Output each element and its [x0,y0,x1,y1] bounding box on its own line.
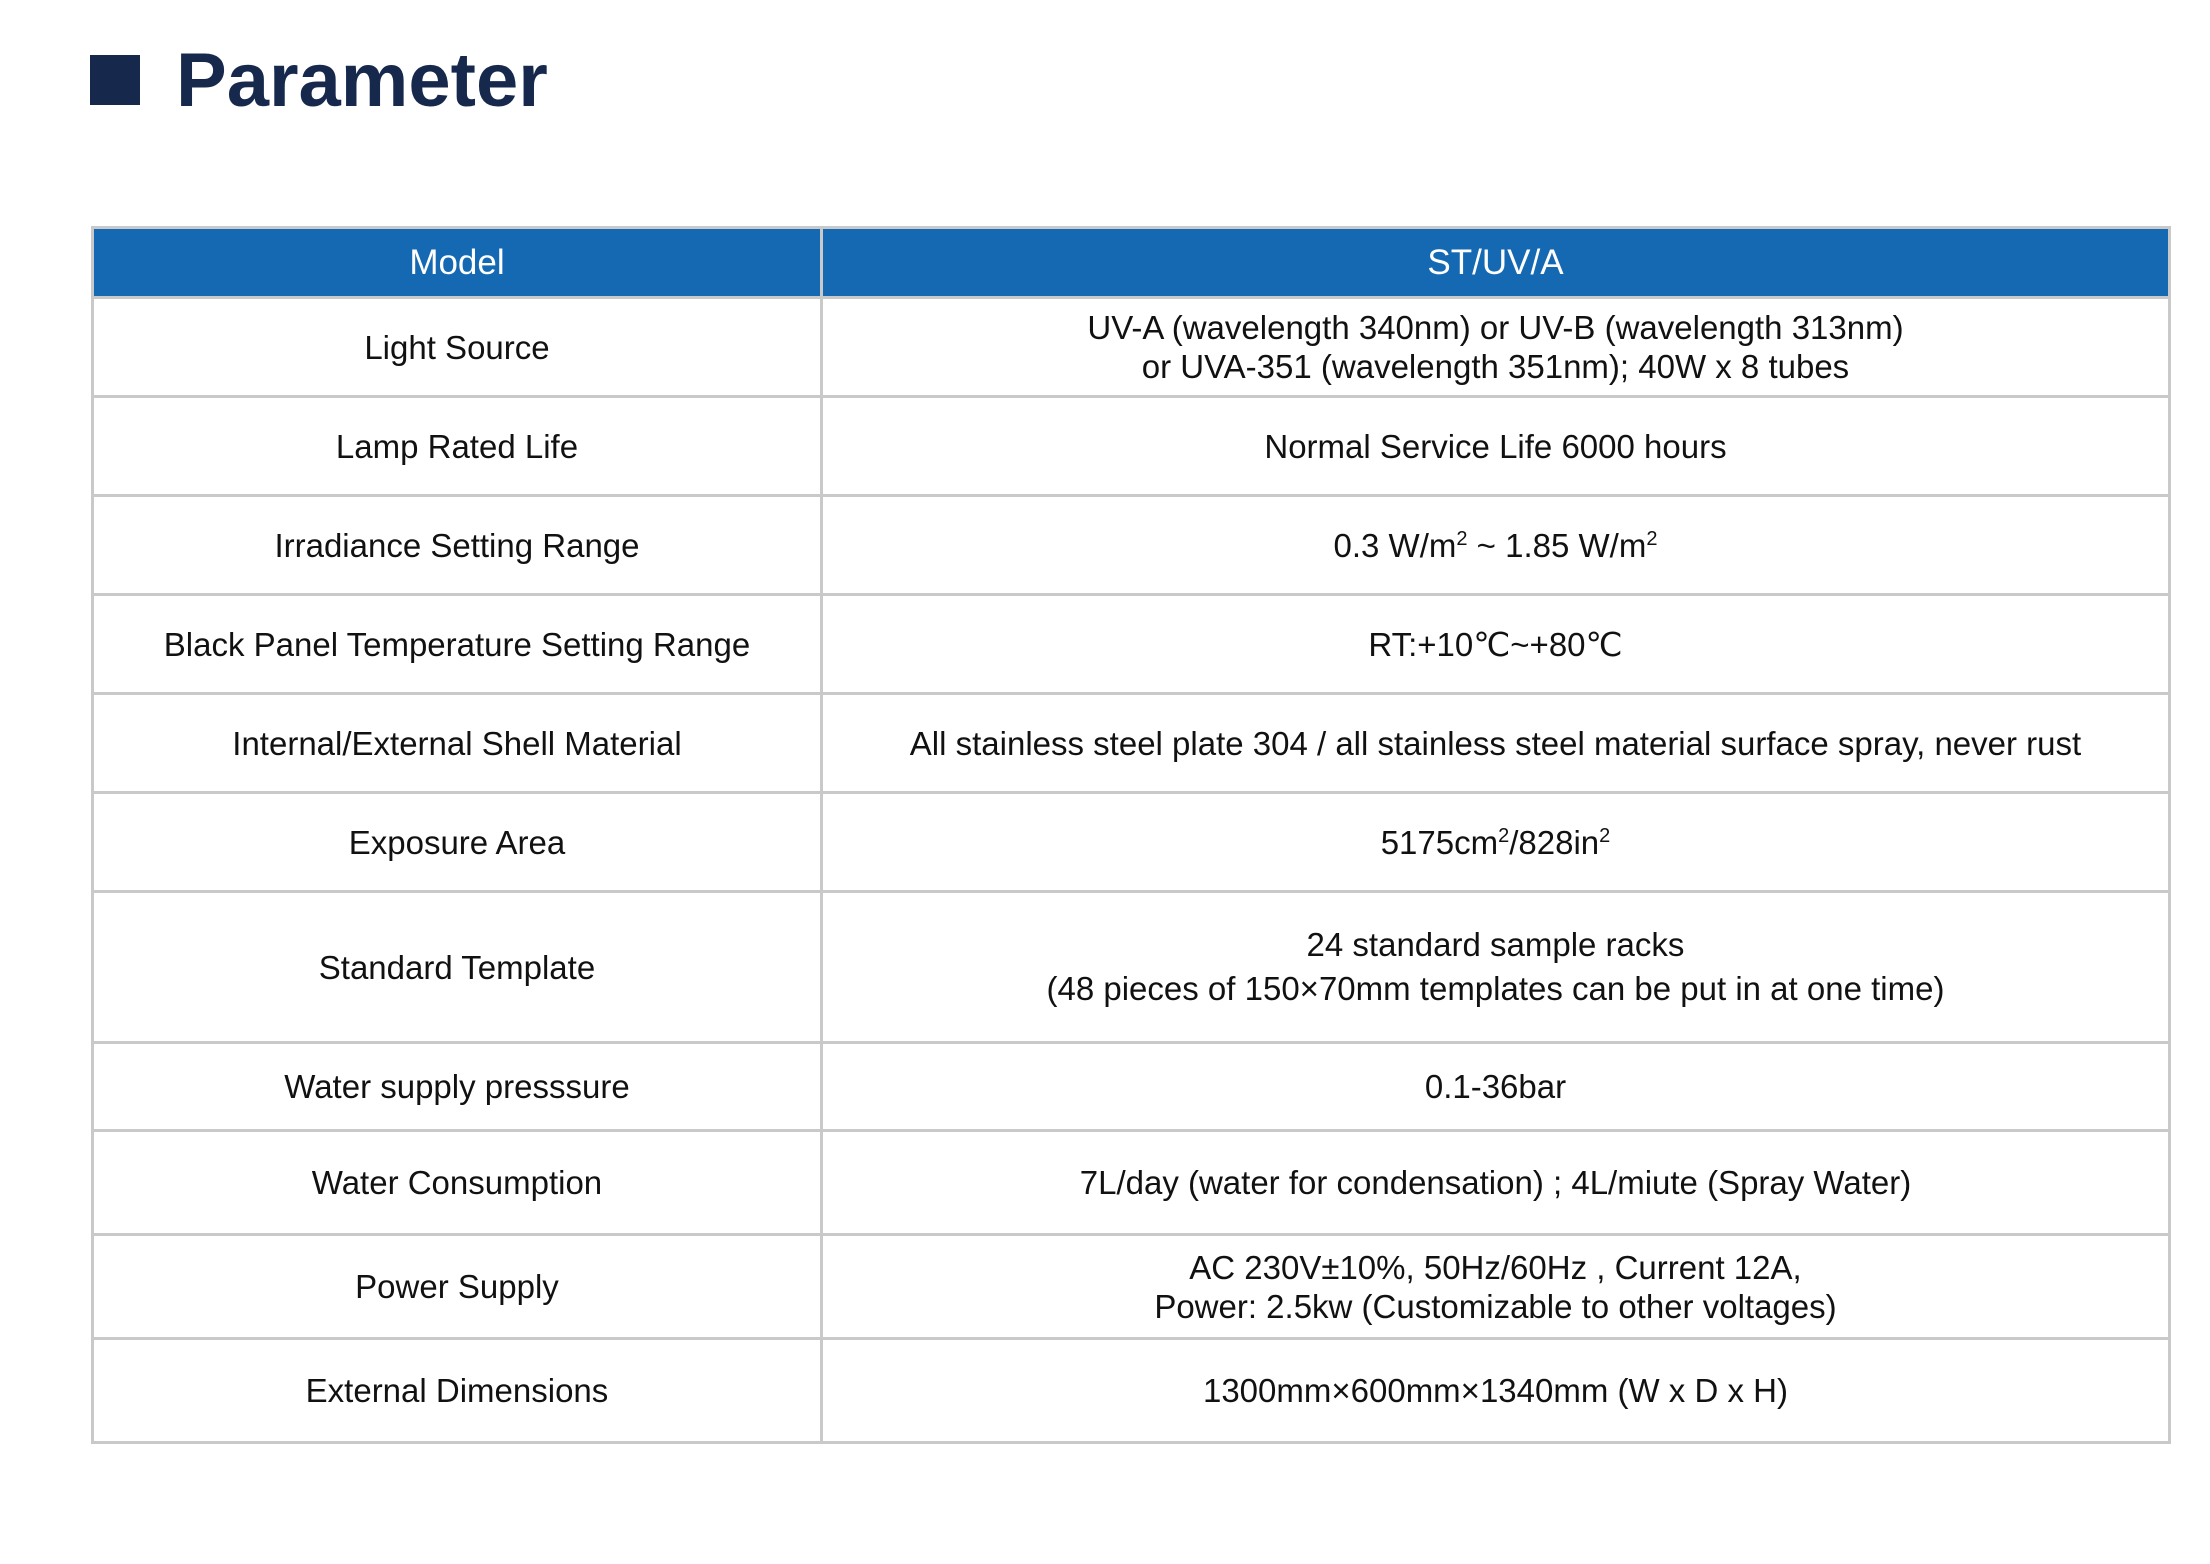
parameter-table [91,226,2171,1444]
value-part: 5175cm [1380,823,1499,861]
row-value-line: 7L/day (water for condensation) ; 4L/miute (Spray Water) [1079,1164,1912,1201]
row-label: Lamp Rated Life [93,397,822,496]
row-value [821,1339,2169,1443]
row-value [821,1235,2169,1339]
row-value-line: AC 230V±10%, 50Hz/60Hz , Current 12A, [1189,1248,1802,1286]
row-value-line: (48 pieces of 150×70mm templates can be put in at one time) [1046,970,1945,1007]
row-value [821,298,2169,397]
row-value [821,397,2169,496]
value-part: ~ 1.85 W/m [1467,526,1647,564]
page-header [90,30,548,130]
table-row [93,694,2170,793]
row-value-line: Power: 2.5kw (Customizable to other voltages) [1154,1287,1837,1325]
row-value [821,1131,2169,1235]
row-label: External Dimensions [93,1339,822,1443]
header-model-label: Model [93,228,822,298]
row-value-line: RT:+10℃~+80℃ [1368,625,1623,663]
row-value-line: Normal Service Life 6000 hours [1264,427,1727,465]
page-title: Parameter [176,37,548,123]
row-value-line: UV-A (wavelength 340nm) or UV-B (wavelength 313nm) [1087,309,1904,346]
row-label: Standard Template [93,892,822,1043]
table-row [93,1235,2170,1339]
row-label: Exposure Area [93,793,822,892]
value-part: /828in [1509,823,1600,861]
table-row [93,595,2170,694]
row-value-line: All stainless steel plate 304 / all stainless steel material surface spray, never rust [909,724,2082,762]
row-label: Irradiance Setting Range [93,496,822,595]
header-model-value: ST/UV/A [821,228,2169,298]
row-value-line: 0.1-36bar [1424,1068,1567,1105]
table-row [93,1131,2170,1235]
value-sup: 2 [1498,824,1510,847]
value-sup: 2 [1599,824,1611,847]
value-part: 0.3 W/m [1333,526,1457,564]
row-value [821,694,2169,793]
row-label: Water Consumption [93,1131,822,1235]
table-row [93,397,2170,496]
table-row [93,298,2170,397]
row-value-line: 1300mm×600mm×1340mm (W x D x H) [1202,1372,1788,1409]
row-label: Power Supply [93,1235,822,1339]
row-label: Internal/External Shell Material [93,694,822,793]
row-value [821,793,2169,892]
row-value-line: 24 standard sample racks [1306,926,1685,963]
value-sup: 2 [1456,527,1468,550]
row-label: Black Panel Temperature Setting Range [93,595,822,694]
table-row [93,793,2170,892]
row-value [821,892,2169,1043]
row-label: Light Source [93,298,822,397]
row-value-line: or UVA-351 (wavelength 351nm); 40W x 8 tubes [1141,348,1850,385]
table-row [93,1339,2170,1443]
table-header-row [93,228,2170,298]
value-sup: 2 [1646,527,1658,550]
table-row [93,496,2170,595]
table-row [93,892,2170,1043]
row-value [821,1043,2169,1131]
row-value [821,496,2169,595]
title-square-icon [90,55,140,105]
table-row [93,1043,2170,1131]
row-value [821,595,2169,694]
row-label: Water supply presssure [93,1043,822,1131]
